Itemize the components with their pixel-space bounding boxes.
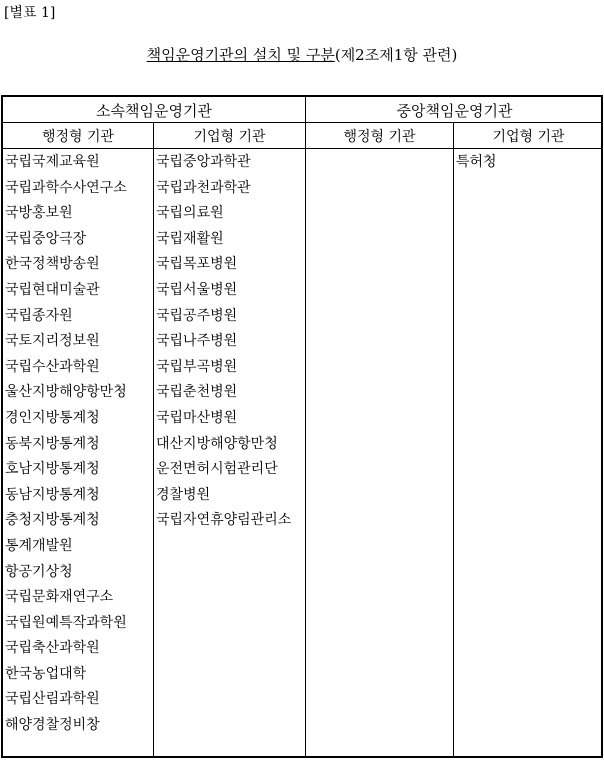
agency-item: 국립의료원 (156, 205, 224, 222)
agency-item: 국립나주병원 (156, 333, 238, 350)
agency-item: 국립축산과학원 (5, 640, 100, 657)
subheader-enterprise-2: 기업형 기관 (492, 129, 565, 145)
agency-item: 국립수산과학원 (5, 358, 100, 375)
agency-item: 운전면허시험관리단 (156, 461, 278, 478)
agency-item: 국방홍보원 (5, 205, 73, 222)
group-header-central: 중앙책임운영기관 (396, 102, 513, 120)
agency-item: 국립종자원 (5, 307, 73, 324)
title-main: 책임운영기관의 설치 및 구분 (146, 46, 335, 64)
divider-col-3 (453, 123, 454, 756)
agency-item: 항공기상청 (5, 563, 73, 580)
agency-item: 경찰병원 (156, 486, 211, 503)
agency-item: 대산지방해양항만청 (156, 435, 278, 452)
divider-col-1 (153, 123, 154, 756)
agency-item: 특허청 (456, 154, 497, 170)
agency-item: 국립춘천병원 (156, 384, 238, 401)
divider-header (3, 122, 601, 123)
agency-item: 국립마산병원 (156, 409, 238, 426)
agency-item: 국립문화재연구소 (5, 589, 114, 606)
agency-item: 국립원예특작과학원 (5, 614, 127, 631)
column-affiliated-enterprise (156, 150, 291, 534)
subheader-enterprise-1: 기업형 기관 (193, 129, 266, 145)
agency-item: 통계개발원 (5, 537, 73, 554)
agency-item: 국립중앙극장 (5, 230, 87, 247)
attachment-label: [별표 1] (4, 5, 56, 21)
agency-item: 한국농업대학 (5, 665, 87, 682)
agency-item: 해양경찰정비창 (5, 717, 100, 734)
document-title (0, 44, 604, 65)
agency-item: 경인지방통계청 (5, 409, 100, 426)
subheader-administrative-2: 행정형 기관 (343, 129, 416, 145)
agency-item: 국립과학수사연구소 (5, 179, 127, 196)
group-header-affiliated: 소속책임운영기관 (96, 102, 212, 120)
agency-item: 한국정책방송원 (5, 256, 100, 273)
agency-item: 국립과천과학관 (156, 179, 251, 196)
column-central-enterprise (456, 150, 497, 176)
agency-item: 동남지방통계청 (5, 486, 100, 503)
agency-item: 국립공주병원 (156, 307, 238, 324)
agency-table (1, 95, 603, 758)
agency-item: 국립부곡병원 (156, 358, 238, 375)
column-affiliated-administrative (5, 150, 127, 739)
agency-item: 국립서울병원 (156, 281, 238, 298)
agency-item: 국립국제교육원 (5, 154, 100, 170)
agency-item: 국립산림과학원 (5, 691, 100, 708)
agency-item: 국립중앙과학관 (156, 154, 251, 170)
agency-item: 국립자연휴양림관리소 (156, 512, 292, 529)
subheader-administrative-1: 행정형 기관 (41, 129, 115, 145)
divider-group (305, 97, 306, 756)
agency-item: 울산지방해양항만청 (5, 384, 127, 401)
agency-item: 국립목포병원 (156, 256, 238, 273)
agency-item: 호남지방통계청 (5, 461, 100, 478)
agency-item: 국립현대미술관 (5, 281, 100, 298)
agency-item: 국립재활원 (156, 230, 224, 247)
title-reference: (제2조제1항 관련) (334, 46, 458, 64)
agency-item: 충청지방통계청 (5, 512, 100, 529)
divider-subheader (3, 148, 601, 149)
agency-item: 동북지방통계청 (5, 435, 100, 452)
agency-item: 국토지리정보원 (5, 333, 100, 350)
